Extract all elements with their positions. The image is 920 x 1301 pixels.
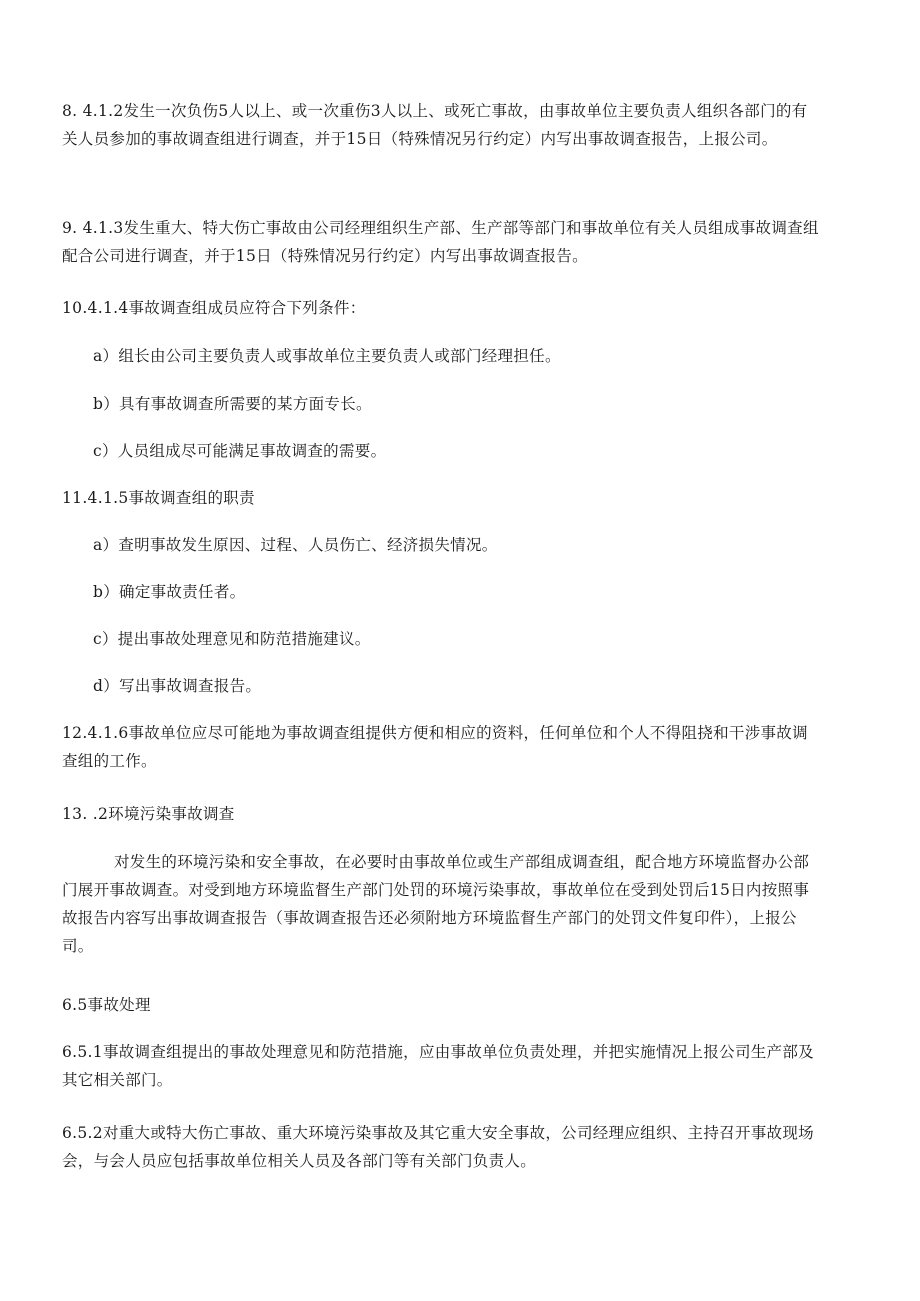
- list-item-11b: b）确定事故责任者。: [93, 583, 246, 601]
- paragraph-9: 9. 4.1.3发生重大、特大伤亡事故由公司经理组织生产部、生产部等部门和事故单位有关人员组成事故调查组配合公司进行调查，并于15日（特殊情况另行约定）内写出事故调查报告。: [62, 219, 819, 265]
- paragraph-10: 10.4.1.4事故调查组成员应符合下列条件：: [62, 299, 366, 317]
- list-item-11d: d）写出事故调查报告。: [93, 677, 262, 695]
- list-item-11a: a）查明事故发生原因、过程、人员伤亡、经济损失情况。: [93, 536, 498, 554]
- list-item-10b: b）具有事故调查所需要的某方面专长。: [93, 395, 372, 413]
- paragraph-13-body: 对发生的环境污染和安全事故，在必要时由事故单位或生产部组成调查组，配合地方环境监督办公部门展开事故调查。对受到地方环境监督生产部门处罚的环境污染事故，事故单位在受到处罚后15日内按照事故报告内容写出事故调查报告（事故调查报告还必须附地方环境监督生产部门的处罚文件复印件），上报公司。: [62, 853, 810, 955]
- list-item-10c: c）人员组成尽可能满足事故调查的需要。: [93, 442, 387, 460]
- section-6-5-1: 6.5.1事故调查组提出的事故处理意见和防范措施，应由事故单位负责处理，并把实施情况上报公司生产部及其它相关部门。: [62, 1043, 814, 1089]
- paragraph-12: 12.4.1.6事故单位应尽可能地为事故调查组提供方便和相应的资料，任何单位和个人不得阻挠和干涉事故调查组的工作。: [62, 724, 808, 770]
- section-6-5-heading: 6.5事故处理: [62, 996, 151, 1014]
- paragraph-8: 8. 4.1.2发生一次负伤5人以上、或一次重伤3人以上、或死亡事故，由事故单位主要负责人组织各部门的有关人员参加的事故调查组进行调查，并于15日（特殊情况另行约定）内写出事故调查报告，上报公司。: [62, 102, 808, 148]
- paragraph-13-heading: 13. .2环境污染事故调查: [62, 805, 235, 823]
- section-6-5-2: 6.5.2对重大或特大伤亡事故、重大环境污染事故及其它重大安全事故，公司经理应组织、主持召开事故现场会，与会人员应包括事故单位相关人员及各部门等有关部门负责人。: [62, 1124, 814, 1170]
- list-item-10a: a）组长由公司主要负责人或事故单位主要负责人或部门经理担任。: [93, 347, 561, 365]
- paragraph-11: 11.4.1.5事故调查组的职责: [62, 489, 255, 507]
- list-item-11c: c）提出事故处理意见和防范措施建议。: [93, 630, 371, 648]
